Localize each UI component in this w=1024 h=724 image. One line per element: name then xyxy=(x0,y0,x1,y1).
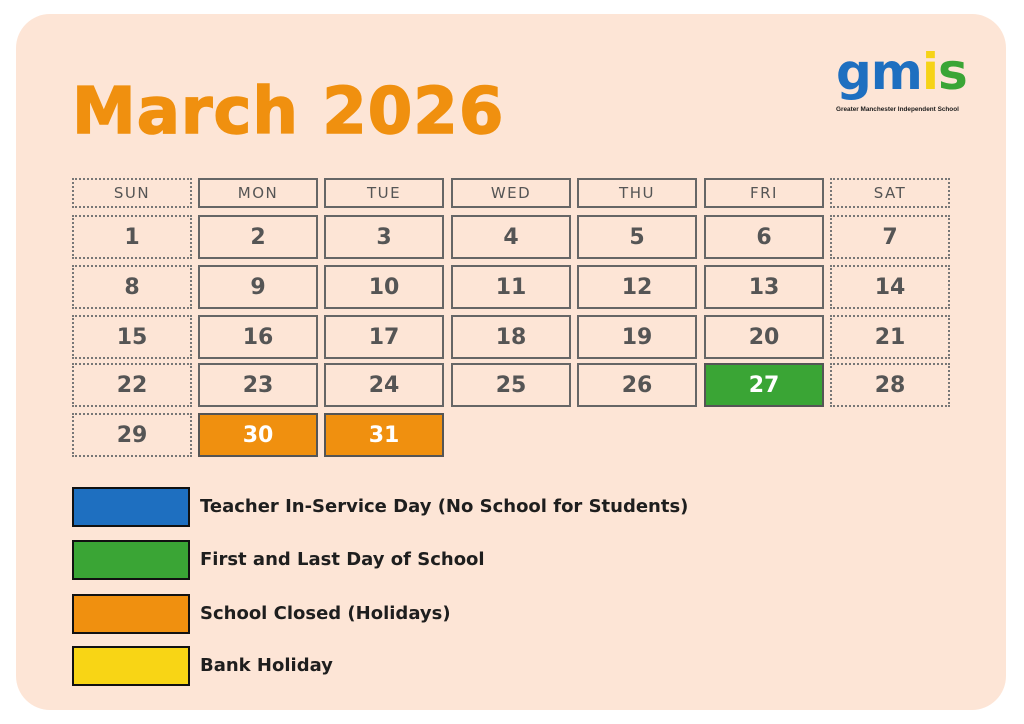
logo-letter: m xyxy=(870,43,922,101)
day-cell-2: 2 xyxy=(198,215,318,259)
day-cell-27: 27 xyxy=(704,363,824,407)
day-cell-21: 21 xyxy=(830,315,950,359)
weekday-header-thu: THU xyxy=(577,178,697,208)
logo-wordmark xyxy=(836,44,967,100)
day-cell-9: 9 xyxy=(198,265,318,309)
day-cell-29: 29 xyxy=(72,413,192,457)
weekday-header-tue: TUE xyxy=(324,178,444,208)
day-cell-30: 30 xyxy=(198,413,318,457)
school-logo xyxy=(836,44,986,124)
legend-label-bank-holiday: Bank Holiday xyxy=(200,655,333,676)
legend-label-school-closed: School Closed (Holidays) xyxy=(200,603,451,624)
weekday-header-mon: MON xyxy=(198,178,318,208)
page-title: March 2026 xyxy=(72,75,505,149)
day-cell-12: 12 xyxy=(577,265,697,309)
day-cell-31: 31 xyxy=(324,413,444,457)
weekday-header-sat: SAT xyxy=(830,178,950,208)
logo-letter: g xyxy=(836,43,871,101)
legend-label-first-last-day: First and Last Day of School xyxy=(200,549,485,570)
day-cell-17: 17 xyxy=(324,315,444,359)
legend-swatch-school-closed xyxy=(72,594,190,634)
day-cell-7: 7 xyxy=(830,215,950,259)
day-cell-24: 24 xyxy=(324,363,444,407)
day-cell-1: 1 xyxy=(72,215,192,259)
day-cell-14: 14 xyxy=(830,265,950,309)
weekday-header-fri: FRI xyxy=(704,178,824,208)
day-cell-15: 15 xyxy=(72,315,192,359)
logo-letter: i xyxy=(921,43,939,101)
legend-swatch-bank-holiday xyxy=(72,646,190,686)
day-cell-18: 18 xyxy=(451,315,571,359)
weekday-header-wed: WED xyxy=(451,178,571,208)
legend-swatch-teacher-inservice xyxy=(72,487,190,527)
logo-letter: s xyxy=(938,43,967,101)
day-cell-23: 23 xyxy=(198,363,318,407)
day-cell-20: 20 xyxy=(704,315,824,359)
day-cell-11: 11 xyxy=(451,265,571,309)
day-cell-22: 22 xyxy=(72,363,192,407)
weekday-header-sun: SUN xyxy=(72,178,192,208)
legend-label-teacher-inservice: Teacher In-Service Day (No School for Students) xyxy=(200,496,689,517)
legend-swatch-first-last-day xyxy=(72,540,190,580)
day-cell-13: 13 xyxy=(704,265,824,309)
day-cell-8: 8 xyxy=(72,265,192,309)
day-cell-28: 28 xyxy=(830,363,950,407)
day-cell-10: 10 xyxy=(324,265,444,309)
day-cell-6: 6 xyxy=(704,215,824,259)
day-cell-25: 25 xyxy=(451,363,571,407)
logo-subtitle: Greater Manchester Independent School xyxy=(836,106,959,113)
day-cell-19: 19 xyxy=(577,315,697,359)
day-cell-26: 26 xyxy=(577,363,697,407)
day-cell-16: 16 xyxy=(198,315,318,359)
day-cell-3: 3 xyxy=(324,215,444,259)
day-cell-4: 4 xyxy=(451,215,571,259)
day-cell-5: 5 xyxy=(577,215,697,259)
